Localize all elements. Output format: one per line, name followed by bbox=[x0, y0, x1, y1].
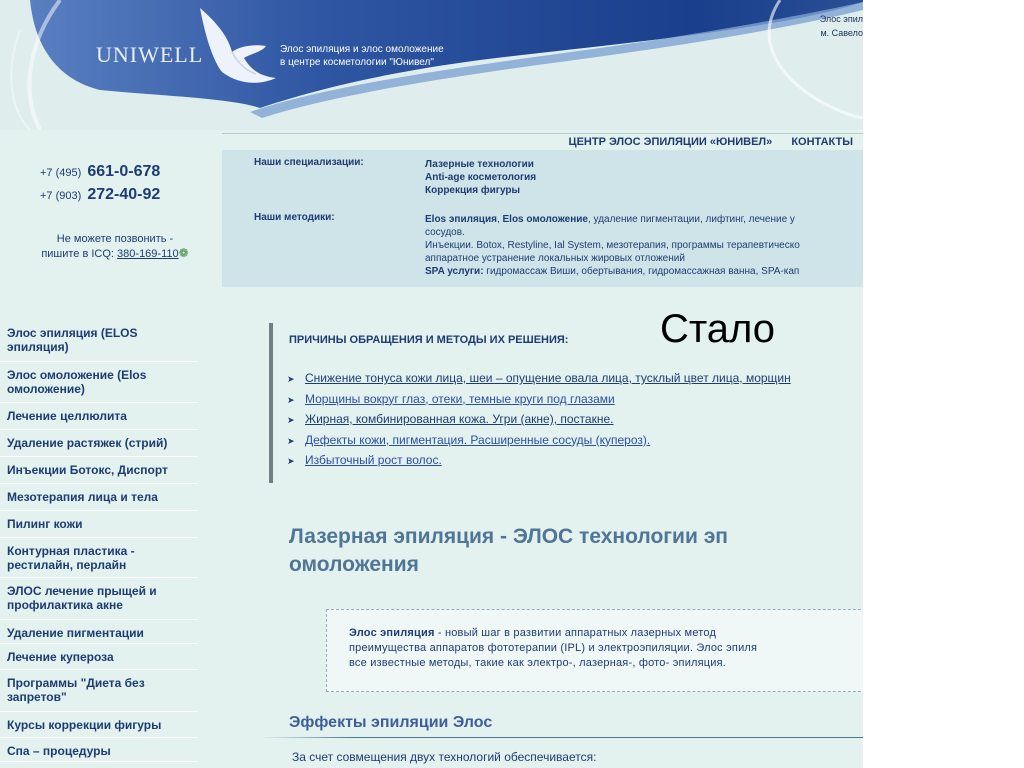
reasons-title: ПРИЧИНЫ ОБРАЩЕНИЯ И МЕТОДЫ ИХ РЕШЕНИЯ: bbox=[289, 334, 569, 346]
spa-label: SPA услуги: bbox=[425, 266, 484, 277]
methods-line: сосудов. bbox=[425, 227, 465, 238]
specializations-label: Наши специализации: bbox=[254, 157, 364, 168]
sidebar-item-elos-epilation[interactable]: Элос эпиляция (ELOS эпиляция) bbox=[0, 320, 198, 362]
reason-link[interactable]: Жирная, комбинированная кожа. Угри (акне), постакне. bbox=[305, 412, 614, 426]
sidebar-item-acne[interactable]: ЭЛОС лечение прыщей и профилактика акне bbox=[0, 578, 198, 620]
top-right-line: Элос эпил bbox=[819, 14, 863, 24]
icq-prefix: пишите в ICQ: bbox=[41, 248, 114, 260]
specialization-link[interactable]: Коррекция фигуры bbox=[425, 185, 521, 196]
arrow-bullet-icon: ➤ bbox=[287, 415, 295, 425]
effects-divider bbox=[262, 737, 863, 738]
methods-label: Наши методики: bbox=[254, 212, 335, 223]
page-title-line: омоложения bbox=[289, 553, 419, 576]
method-link[interactable]: Elos эпиляция bbox=[425, 214, 497, 225]
reason-link[interactable]: Избыточный рост волос. bbox=[305, 453, 442, 467]
nav-link-center[interactable]: ЦЕНТР ЭЛОС ЭПИЛЯЦИИ «ЮНИВЕЛ» bbox=[568, 136, 773, 148]
header-banner bbox=[0, 0, 863, 130]
sidebar-item-spa[interactable]: Спа – процедуры bbox=[0, 738, 198, 762]
sidebar-item-couperose[interactable]: Лечение купероза bbox=[0, 644, 198, 670]
methods-line: аппаратное устранение локальных жировых отложений bbox=[425, 253, 685, 264]
list-item bbox=[287, 369, 791, 390]
arrow-bullet-icon: ➤ bbox=[287, 394, 295, 405]
methods-line bbox=[425, 213, 800, 226]
phone-number bbox=[40, 163, 160, 181]
page-title bbox=[289, 523, 728, 579]
tagline-line: Элос эпиляция и элос омоложение bbox=[280, 44, 444, 55]
tagline-line: в центре косметологии "Юнивел" bbox=[280, 57, 434, 68]
uniwell-logo[interactable]: UNIWELL bbox=[96, 42, 204, 67]
list-item bbox=[287, 431, 791, 452]
reasons-list bbox=[287, 369, 791, 472]
page-title-line: Лазерная эпиляция - ЭЛОС технологии эп bbox=[289, 525, 728, 548]
quote-text: - новый шаг в развитии аппаратных лазерных метод bbox=[434, 627, 717, 639]
list-item bbox=[287, 410, 791, 431]
top-right-line: м. Савело bbox=[820, 28, 863, 38]
methods-separator: , bbox=[496, 214, 503, 225]
icq-note bbox=[10, 232, 220, 261]
intro-quote-box bbox=[326, 609, 863, 692]
phone-code: +7 (495) bbox=[40, 167, 82, 179]
icq-note-line bbox=[10, 246, 220, 261]
phone-code: +7 (903) bbox=[40, 190, 82, 202]
effects-text: За счет совмещения двух технологий обеспечивается: bbox=[292, 750, 597, 764]
effects-heading: Эффекты эпиляции Элос bbox=[289, 714, 493, 731]
reason-link[interactable]: Морщины вокруг глаз, отеки, темные круги под глазами bbox=[305, 391, 615, 406]
phone-number bbox=[40, 186, 160, 204]
quote-line: преимущества аппаратов фототерапии (IPL) и электроэпиляции. Элос эпиля bbox=[349, 642, 758, 654]
sidebar-item-peeling[interactable]: Пилинг кожи bbox=[0, 511, 198, 538]
sidebar-item-diet[interactable]: Программы "Диета без запретов" bbox=[0, 670, 198, 712]
icq-flower-icon: ❁ bbox=[178, 246, 189, 260]
reasons-accent-bar bbox=[269, 323, 273, 483]
sidebar-item-botox[interactable]: Инъекции Ботокс, Диспорт bbox=[0, 457, 198, 484]
list-item bbox=[287, 451, 791, 472]
arrow-bullet-icon: ➤ bbox=[287, 456, 295, 466]
reason-link[interactable]: Снижение тонуса кожи лица, шеи – опущение овала лица, тусклый цвет лица, морщин bbox=[305, 371, 791, 385]
quote-bold-term: Элос эпиляция bbox=[349, 627, 435, 639]
specialization-link[interactable]: Лазерные технологии bbox=[425, 159, 534, 170]
sidebar-item-pigmentation[interactable]: Удаление пигментации bbox=[0, 620, 198, 644]
arrow-bullet-icon: ➤ bbox=[287, 374, 295, 384]
sidebar-item-cellulite[interactable]: Лечение целлюлита bbox=[0, 403, 198, 430]
main-content bbox=[222, 287, 863, 768]
methods-list bbox=[425, 213, 800, 278]
quote-line bbox=[349, 626, 757, 641]
sidebar-item-mesotherapy[interactable]: Мезотерапия лица и тела bbox=[0, 484, 198, 511]
top-navigation bbox=[222, 133, 863, 151]
methods-line: Инъекции. Botox, Restyline, Ial System, мезотерапия, программы терапевтическо bbox=[425, 240, 800, 251]
methods-text: гидромассаж Виши, обертывания, гидромассажная ванна, SPA-кап bbox=[483, 266, 800, 277]
header-top-right-info bbox=[740, 12, 863, 40]
list-item bbox=[287, 390, 791, 411]
sidebar-item-elos-rejuvenation[interactable]: Элос омоложение (Elos омоложение) bbox=[0, 362, 198, 403]
specialization-link[interactable]: Anti-age косметология bbox=[425, 172, 537, 183]
nav-link-contacts[interactable]: КОНТАКТЫ bbox=[791, 136, 853, 148]
intro-quote-text bbox=[349, 626, 757, 671]
sidebar-item-figure-courses[interactable]: Курсы коррекции фигуры bbox=[0, 712, 198, 738]
method-link[interactable]: Elos омоложение bbox=[502, 214, 588, 225]
sidebar-item-contour-plastic[interactable]: Контурная пластика - рестилайн, перлайн bbox=[0, 538, 198, 578]
sidebar-menu bbox=[0, 320, 198, 762]
phone-digits: 272-40-92 bbox=[87, 186, 161, 203]
overlay-caption: Стало bbox=[660, 307, 776, 351]
methods-text: , удаление пигментации, лифтинг, лечение у bbox=[587, 214, 795, 225]
sidebar-item-stretch-marks[interactable]: Удаление растяжек (стрий) bbox=[0, 430, 198, 457]
specializations-panel bbox=[222, 150, 863, 287]
arrow-bullet-icon: ➤ bbox=[287, 435, 295, 446]
icq-note-line: Не можете позвонить - bbox=[56, 233, 174, 245]
icq-number-link[interactable]: 380-169-110 bbox=[117, 248, 179, 260]
contacts-block bbox=[0, 150, 222, 287]
specializations-list bbox=[425, 158, 536, 197]
methods-line bbox=[425, 265, 800, 278]
reason-link[interactable]: Дефекты кожи, пигментация. Расширенные сосуды (купероз). bbox=[305, 432, 651, 447]
phone-digits: 661-0-678 bbox=[87, 163, 161, 180]
quote-line: все известные методы, такие как электро-, лазерная-, фото- эпиляция. bbox=[349, 657, 727, 669]
header-tagline bbox=[280, 43, 444, 69]
